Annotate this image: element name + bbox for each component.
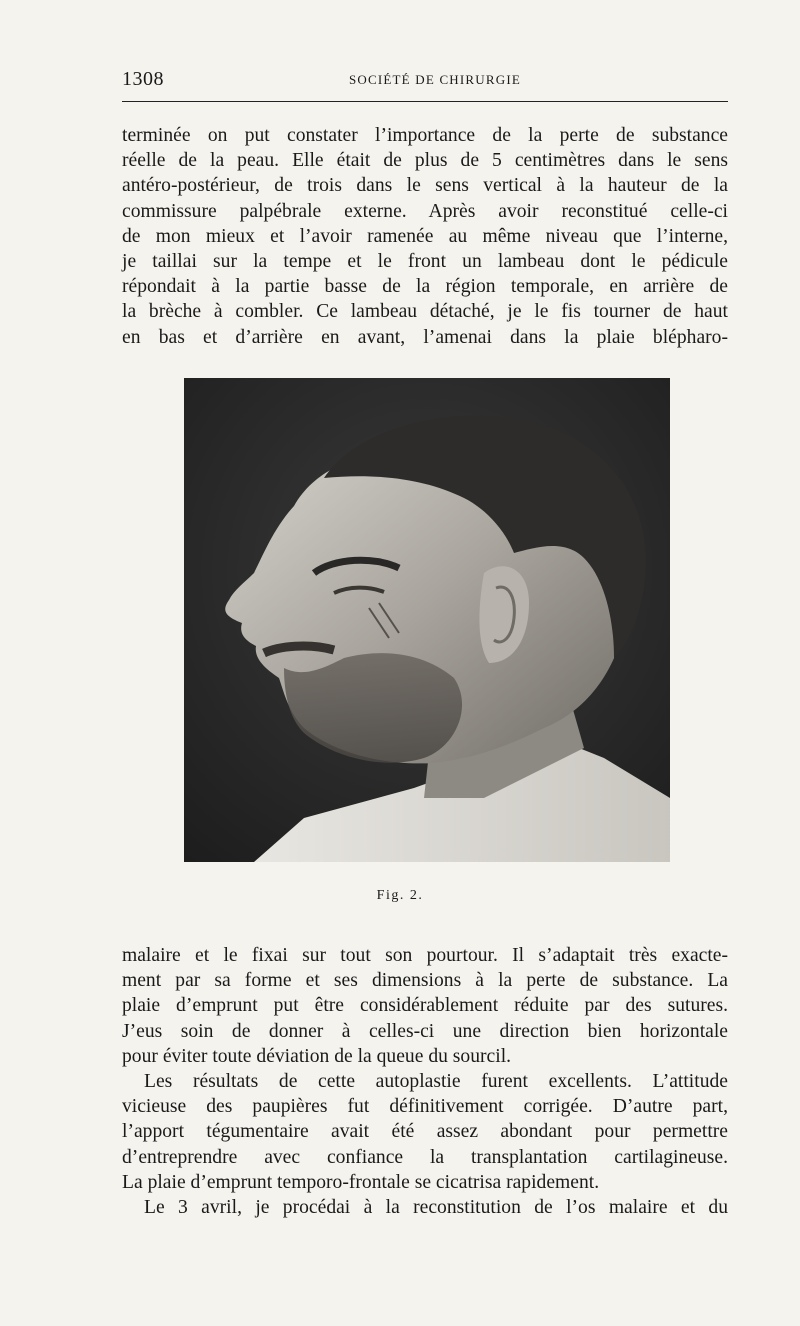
- text-line: répondait à la partie basse de la région temporale, en arrière de: [122, 276, 728, 298]
- paragraph-bottom-2: [122, 1069, 728, 1195]
- text-line: antéro-postérieur, de trois dans le sens vertical à la hauteur de la: [122, 175, 728, 197]
- text-line: d’entreprendre avec confiance la transplantation cartilagineuse.: [122, 1146, 728, 1168]
- text-line: Les résultats de cette autoplastie furent excellents. L’attitude: [144, 1071, 728, 1092]
- text-line: J’eus soin de donner à celles-ci une direction bien horizontale: [122, 1020, 728, 1042]
- header-rule: [122, 101, 728, 102]
- figure-caption: Fig. 2.: [376, 888, 424, 903]
- text-line: commissure palpébrale externe. Après avoir reconstitué celle-ci: [122, 200, 728, 222]
- text-line: plaie d’emprunt put être considérablement réduite par des sutures.: [122, 995, 728, 1017]
- figure-photograph: [184, 378, 670, 862]
- text-line: je taillai sur la tempe et le front un lambeau dont le pédicule: [122, 251, 728, 273]
- text-line: terminée on put constater l’importance de la perte de substance: [122, 125, 728, 146]
- page-header: [122, 68, 728, 92]
- paragraph-bottom-1: [122, 943, 728, 1069]
- text-line: La plaie d’emprunt temporo-frontale se cicatrisa rapidement.: [122, 1171, 600, 1193]
- text-line: la brèche à combler. Ce lambeau détaché, je le fis tourner de haut: [122, 301, 728, 323]
- page-number: 1308: [122, 68, 164, 90]
- text-line: malaire et le fixai sur tout son pourtour. Il s’adaptait très exacte-: [122, 945, 728, 966]
- text-line: ment par sa forme et ses dimensions à la perte de substance. La: [122, 970, 728, 992]
- paragraph-top: [122, 123, 728, 350]
- paragraph-bottom-3: [122, 1195, 728, 1220]
- text-line: réelle de la peau. Elle était de plus de 5 centimètres dans le sens: [122, 150, 728, 172]
- text-line: pour éviter toute déviation de la queue du sourcil.: [122, 1045, 512, 1067]
- text-line: de mon mieux et l’avoir ramenée au même niveau que l’interne,: [122, 225, 728, 247]
- text-line: vicieuse des paupières fut définitivement corrigée. D’autre part,: [122, 1096, 728, 1118]
- running-head: SOCIÉTÉ DE CHIRURGIE: [348, 72, 522, 87]
- text-line: l’apport tégumentaire avait été assez abondant pour permettre: [122, 1121, 728, 1143]
- text-line: Le 3 avril, je procédai à la reconstitution de l’os malaire et du: [144, 1197, 728, 1218]
- text-line: en bas et d’arrière en avant, l’amenai dans la plaie blépharo-: [122, 326, 728, 348]
- portrait-photo: [184, 378, 670, 862]
